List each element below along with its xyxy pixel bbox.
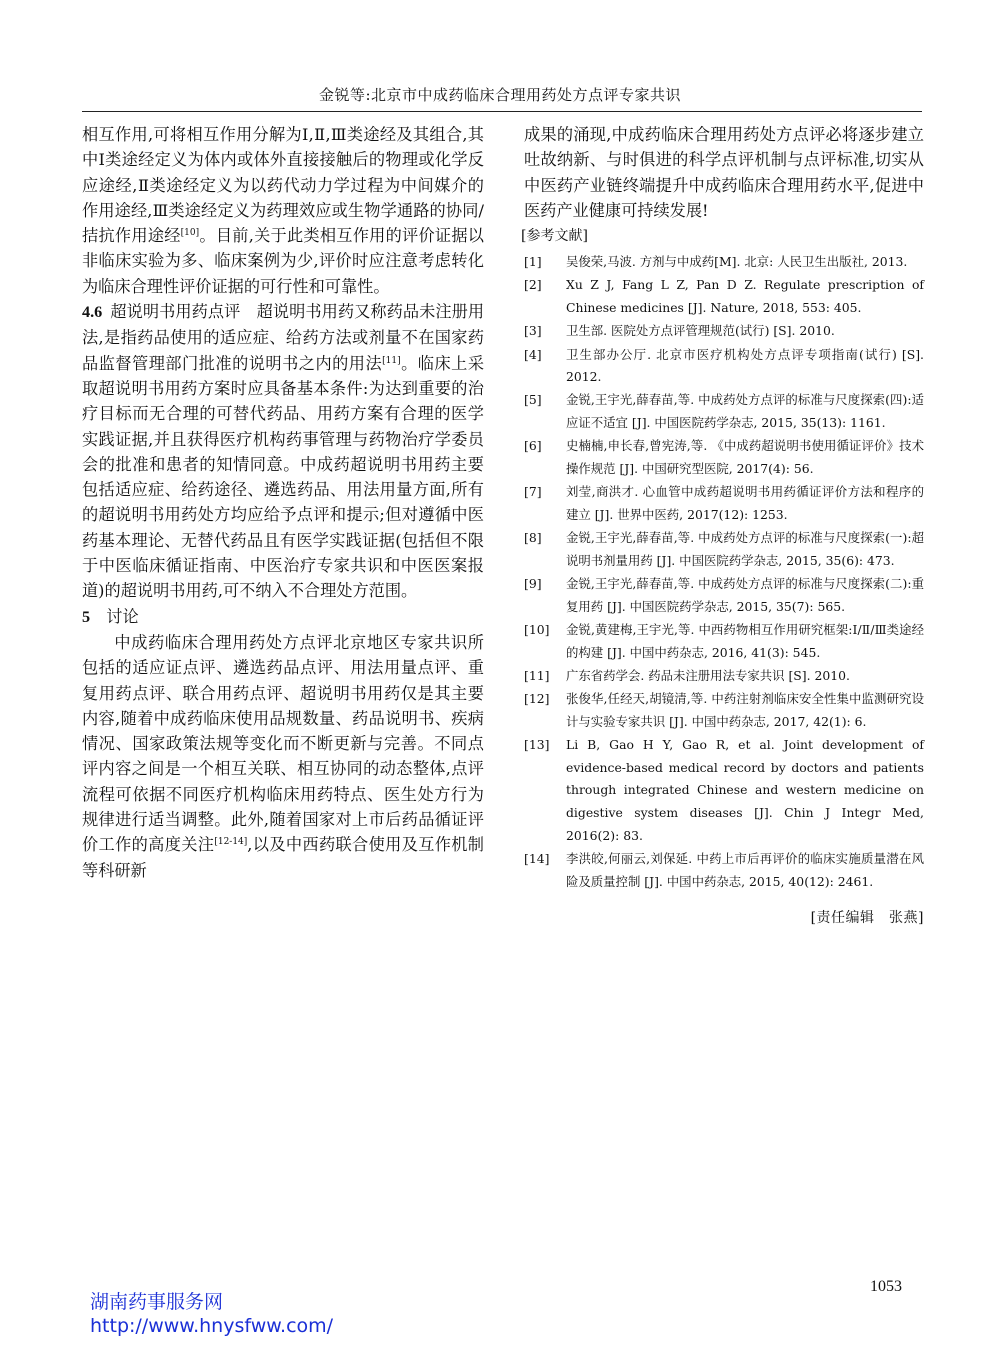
reference-item (524, 527, 924, 572)
paragraph-text: 相互作用,可将相互作用分解为Ⅰ,Ⅱ,Ⅲ类途经及其组合,其中Ⅰ类途经定义为体内或体外直接接触后的物理或化学反应途经,Ⅱ类途经定义为以药代动力学过程为中间媒介的作用途经,Ⅲ类途经定义为药理效应或生物学通路的协同/拮抗作用途经 (82, 125, 484, 246)
watermark-site-name: 湖南药事服务网 (90, 1291, 224, 1313)
closing-paragraph: 成果的涌现,中成药临床合理用药处方点评必将逐步建立吐故纳新、与时俱进的科学点评机制与点评标准,切实从中医药产业链终端提升中成药临床合理用药水平,促进中医药产业健康可持续发展! (524, 125, 924, 220)
reference-item (524, 573, 924, 618)
reference-item (524, 274, 924, 319)
watermark (90, 1290, 333, 1338)
reference-item (524, 481, 924, 526)
reference-text: 金锐,王宇光,薛春苗,等. 中成药处方点评的标准与尺度探索(二):重复用药 [J]. 中国医院药学杂志, 2015, 35(7): 565. (566, 576, 924, 614)
reference-number: [4] (524, 346, 542, 362)
reference-number: [5] (524, 392, 542, 408)
citation-marker: [12-14] (214, 837, 248, 848)
paragraph-text: 。目前,关于此类相互作用的评价证据以非临床实验为多、临床案例为少,评价时应注意考虑转化为临床合理性评价证据的可行性和可靠性。 (82, 226, 484, 296)
reference-text: Li B, Gao H Y, Gao R, et al. Joint development of evidence-based medical record by doctors and patients through integrated Chinese and western medicine on digestive system diseases [J]. Chin J Integr Med, 2016(2): 83. (566, 736, 924, 843)
reference-number: [9] (524, 576, 542, 592)
reference-item (524, 389, 924, 434)
section-number: 5 (82, 607, 91, 626)
running-header: 金锐等:北京市中成药临床合理用药处方点评专家共识 (318, 86, 682, 104)
paragraph-interactions (82, 122, 484, 299)
header-rule (82, 111, 922, 112)
reference-text: 金锐,王宇光,薛春苗,等. 中成药处方点评的标准与尺度探索(四):适应证不适宜 [J]. 中国医院药学杂志, 2015, 35(13): 1161. (566, 392, 924, 431)
reference-number: [8] (524, 530, 542, 546)
section-title: 讨论 (106, 606, 139, 626)
reference-number: [11] (524, 667, 550, 683)
paragraph-text: 超说明书用药又称药品未注册用法,是指药品使用的适应症、给药方法或剂量不在国家药品监督管理部门批准的说明书之内的用法 (82, 302, 485, 373)
reference-item (524, 435, 924, 480)
paragraph-text: 中成药临床合理用药处方点评北京地区专家共识所包括的适应证点评、遴选药品点评、用法用量点评、重复用药点评、联合用药点评、超说明书用药仅是其主要内容,随着中成药临床使用品规数量、药品说明书、疾病情况、国家政策法规等变化而不断更新与完善。不同点评内容之间是一个相互关联、相互协同的动态整体,点评流程可依据不同医疗机构临床用药特点、医生处方行为规律进行适当调整。此外,随着国家对上市后药品循证评价工作的高度关注 (82, 632, 484, 855)
references-heading: [参考文献] (521, 228, 588, 245)
reference-item (524, 848, 924, 893)
section-number: 4.6 (82, 303, 103, 322)
reference-number: [13] (524, 736, 550, 752)
reference-item (524, 320, 924, 343)
reference-item (524, 619, 924, 664)
paragraph-text: ,以及中西药联合使用及互作机制等科研新 (82, 835, 484, 880)
section-title: 超说明书用药点评 (110, 302, 241, 322)
left-column (82, 122, 484, 883)
watermark-url[interactable]: http://www.hnysfww.com/ (90, 1315, 334, 1337)
reference-text: 刘莹,商洪才. 心血管中成药超说明书用药循证评价方法和程序的建立 [J]. 世界中医药, 2017(12): 1253. (566, 484, 924, 522)
reference-text: 史楠楠,申长春,曾宪涛,等. 《中成药超说明书使用循证评价》技术操作规范 [J]. 中国研究型医院, 2017(4): 56. (566, 438, 924, 477)
reference-number: [3] (524, 323, 542, 339)
reference-text: 吴俊荣,马波. 方剂与中成药[M]. 北京: 人民卫生出版社, 2013. (566, 254, 908, 270)
reference-item (524, 734, 924, 848)
section-4-6 (82, 299, 484, 604)
reference-list (524, 251, 924, 893)
reference-number: [1] (524, 254, 542, 270)
reference-item (524, 251, 924, 274)
reference-item (524, 344, 924, 389)
right-column (521, 122, 924, 927)
citation-marker: [10] (180, 228, 200, 239)
reference-number: [6] (524, 438, 542, 454)
page-number: 1053 (870, 1278, 902, 1295)
reference-number: [2] (524, 277, 542, 293)
reference-text: 金锐,王宇光,薛春苗,等. 中成药处方点评的标准与尺度探索(一):超说明书剂量用药 [J]. 中国医院药学杂志, 2015, 35(6): 473. (566, 530, 924, 568)
reference-item (524, 688, 924, 733)
reference-text: 李洪皎,何丽云,刘保延. 中药上市后再评价的临床实施质量潜在风险及质量控制 [J]. 中国中药杂志, 2015, 40(12): 2461. (566, 850, 924, 889)
reference-text: Xu Z J, Fang L Z, Pan D Z. Regulate prescription of Chinese medicines [J]. Nature, 2018, 553: 405. (566, 277, 924, 316)
citation-marker: [11] (382, 355, 401, 366)
reference-number: [12] (524, 691, 550, 707)
reference-number: [14] (524, 850, 550, 866)
reference-text: 金锐,黄建梅,王宇光,等. 中西药物相互作用研究框架:Ⅰ/Ⅱ/Ⅲ类途经的构建 [J]. 中国中药杂志, 2016, 41(3): 545. (566, 621, 924, 660)
responsible-editor: [责任编辑 张燕] (810, 910, 924, 927)
reference-number: [7] (524, 484, 542, 500)
discussion-paragraph (82, 630, 484, 883)
reference-text: 卫生部办公厅. 北京市医疗机构处方点评专项指南(试行) [S]. 2012. (566, 346, 924, 385)
section-5-heading (82, 604, 484, 630)
reference-item (524, 665, 924, 688)
reference-text: 卫生部. 医院处方点评管理规范(试行) [S]. 2010. (566, 323, 835, 339)
reference-number: [10] (524, 621, 550, 637)
reference-text: 张俊华,任经天,胡镜清,等. 中药注射剂临床安全性集中监测研究设计与实验专家共识 [J]. 中国中药杂志, 2017, 42(1): 6. (566, 691, 924, 729)
reference-text: 广东省药学会. 药品未注册用法专家共识 [S]. 2010. (566, 667, 850, 683)
paragraph-text: 。临床上采取超说明书用药方案时应具备基本条件:为达到重要的治疗目标而无合理的可替代药品、用药方案有合理的医学实践证据,并且获得医疗机构药事管理与药物治疗学委员会的批准和患者的知情同意。中成药超说明书用药主要包括适应症、给药途径、遴选药品、用法用量方面,所有的超说明书用药处方均应给予点评和提示;但对遵循中医药基本理论、无替代药品且有医学实践证据(包括但不限于中医临床循证指南、中医治疗专家共识和中医医案报道)的超说明书用药,可不纳入不合理处方范围。 (82, 353, 485, 601)
